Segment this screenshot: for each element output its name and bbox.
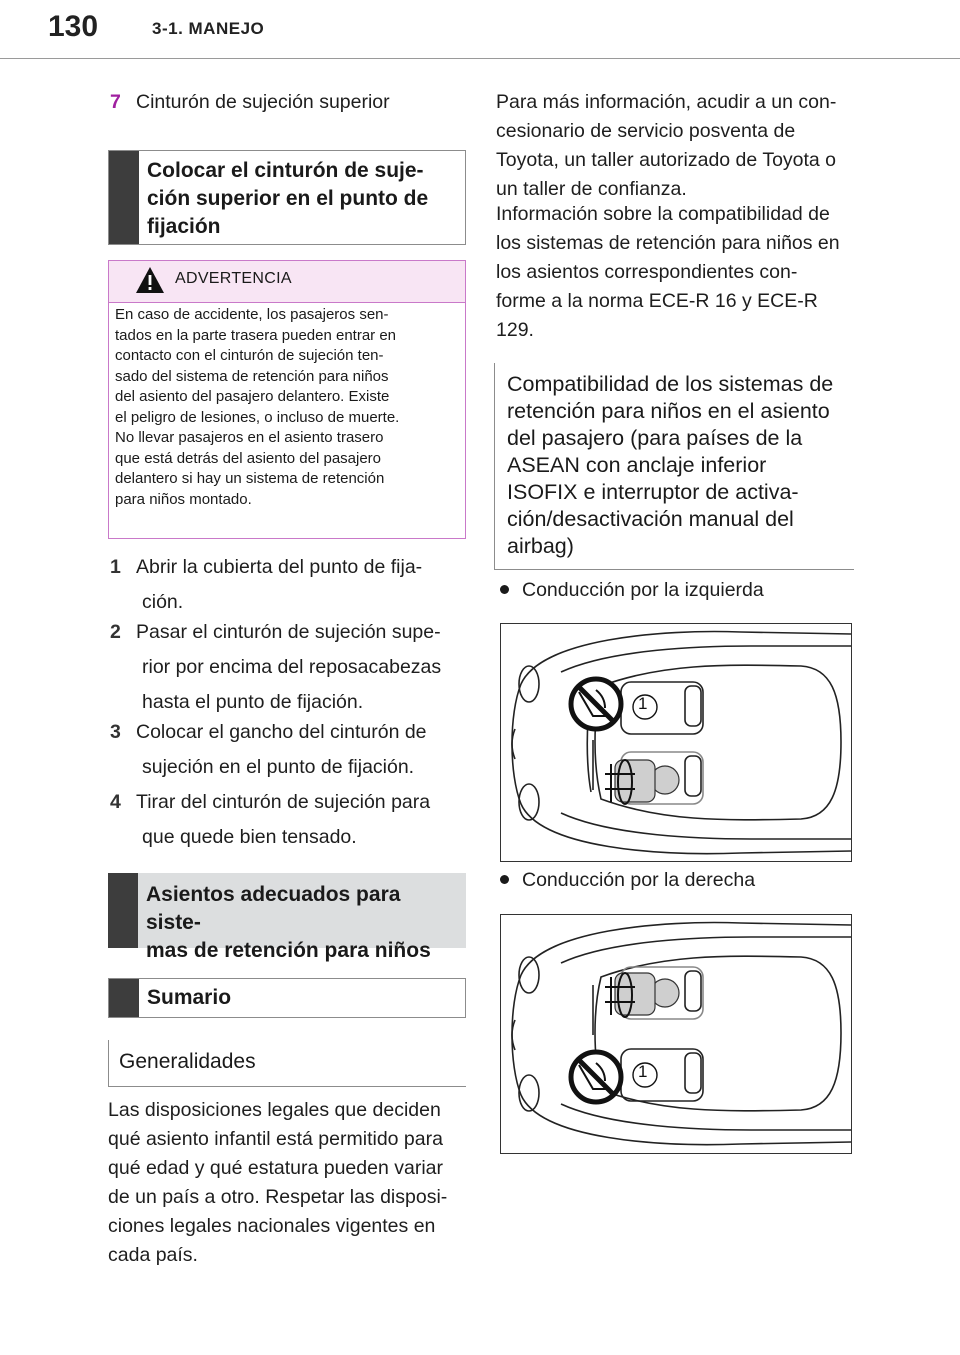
heading-seats-box xyxy=(108,873,466,962)
paragraph-line: qué asiento infantil está permitido para xyxy=(108,1128,443,1150)
paragraph-line: Para más información, acudir a un con- xyxy=(496,91,837,113)
paragraph-line: de un país a otro. Respetar las disposi- xyxy=(108,1186,448,1208)
paragraph-line: ciones legales nacionales vigentes en xyxy=(108,1215,436,1237)
step-text: Tirar del cinturón de sujeción para xyxy=(136,791,431,813)
warning-line: delantero si hay un sistema de retención xyxy=(115,470,385,487)
step-number: 4 xyxy=(110,791,121,813)
warning-line: No llevar pasajeros en el asiento trasero xyxy=(115,429,384,446)
page-number: 130 xyxy=(48,10,99,43)
paragraph-line: los asientos correspondientes con- xyxy=(496,261,798,283)
generalities-text: Generalidades xyxy=(119,1050,256,1073)
item-7 xyxy=(110,88,390,117)
step-number: 1 xyxy=(110,556,121,578)
heading-anchor-box xyxy=(108,150,466,245)
section-title: 3-1. MANEJO xyxy=(152,19,265,38)
warning-line: contacto con el cinturón de sujeción ten- xyxy=(115,347,384,364)
compat-info-paragraph xyxy=(496,200,840,345)
heading-line: airbag) xyxy=(507,534,574,558)
warning-line: del asiento del pasajero delantero. Existe xyxy=(115,388,390,405)
paragraph-line: cada país. xyxy=(108,1244,198,1266)
step-2 xyxy=(110,615,441,720)
step-number: 3 xyxy=(110,721,121,743)
compat-heading xyxy=(494,363,854,570)
step-text: Abrir la cubierta del punto de fija- xyxy=(136,556,423,578)
no-child-seat-icon xyxy=(571,1052,621,1102)
warning-text xyxy=(115,305,457,510)
warning-line: En caso de accidente, los pasajeros sen- xyxy=(115,306,389,323)
paragraph-line: Información sobre la compatibilidad de xyxy=(496,203,830,225)
bullet-icon xyxy=(500,585,509,594)
heading-line: ISOFIX e interruptor de activa- xyxy=(507,480,799,504)
heading-anchor-text: Colocar el cinturón de suje- ción superior en el punto de fijación xyxy=(147,159,429,238)
step-3 xyxy=(110,715,427,785)
bullet-text: Conducción por la derecha xyxy=(522,869,756,891)
paragraph-line: 129. xyxy=(496,319,534,341)
header-divider xyxy=(0,58,960,59)
heading-line: retención para niños en el asiento xyxy=(507,399,830,423)
diagram-left-hand-drive xyxy=(500,623,852,862)
heading-line: ción/desactivación manual del xyxy=(507,507,794,531)
bullet-text: Conducción por la izquierda xyxy=(522,579,764,601)
item-7-label: Cinturón de sujeción superior xyxy=(136,91,390,113)
compat-heading-text xyxy=(507,371,833,560)
paragraph-line: los sistemas de retención para niños en xyxy=(496,232,840,254)
step-text: Pasar el cinturón de sujeción supe- xyxy=(136,621,441,643)
callout-label: 1 xyxy=(638,694,648,713)
paragraph-line: un taller de confianza. xyxy=(496,178,687,200)
step-text: Colocar el gancho del cinturón de xyxy=(136,721,427,743)
item-7-number: 7 xyxy=(110,91,121,113)
heading-seats-text: Asientos adecuados para siste- mas de retención para niños xyxy=(146,883,431,962)
heading-summary-box xyxy=(108,978,466,1018)
bullet-right-hand-drive xyxy=(500,866,755,895)
warning-triangle-icon xyxy=(135,265,165,295)
heading-line: del pasajero (para países de la xyxy=(507,426,803,450)
step-4 xyxy=(110,785,430,855)
car-top-view-illustration xyxy=(501,915,851,1153)
warning-line: el peligro de lesiones, o incluso de muerte. xyxy=(115,408,400,426)
heading-line: Compatibilidad de los sistemas de xyxy=(507,372,834,396)
car-top-view-illustration xyxy=(501,624,851,861)
paragraph-line: Las disposiciones legales que deciden xyxy=(108,1099,441,1121)
step-text: sujeción en el punto de fijación. xyxy=(142,756,415,778)
warning-line: sado del sistema de retención para niños xyxy=(115,367,389,385)
paragraph-line: cesionario de servicio posventa de xyxy=(496,120,796,142)
warning-line: tados en la parte trasera pueden entrar en xyxy=(115,326,397,344)
warning-line: para niños montado. xyxy=(115,490,252,508)
heading-bar xyxy=(108,873,138,948)
bullet-left-hand-drive xyxy=(500,576,764,605)
info-paragraph xyxy=(496,88,836,204)
warning-box xyxy=(108,260,466,539)
diagram-right-hand-drive xyxy=(500,914,852,1154)
no-child-seat-icon xyxy=(571,679,621,729)
paragraph-line: Toyota, un taller autorizado de Toyota o xyxy=(496,149,837,171)
step-text: que quede bien tensado. xyxy=(142,826,357,848)
paragraph-line: forme a la norma ECE-R 16 y ECE-R xyxy=(496,290,818,312)
heading-line: ASEAN con anclaje inferior xyxy=(507,453,767,477)
step-text: ción. xyxy=(142,591,184,613)
warning-title: ADVERTENCIA xyxy=(175,270,292,287)
step-1 xyxy=(110,550,422,620)
warning-line: que está detrás del asiento del pasajero xyxy=(115,449,382,467)
generalities-heading xyxy=(108,1040,466,1087)
heading-bar xyxy=(109,979,139,1017)
callout-label: 1 xyxy=(638,1062,648,1081)
legal-paragraph xyxy=(108,1096,447,1270)
heading-bar xyxy=(109,151,139,244)
step-number: 2 xyxy=(110,621,121,643)
paragraph-line: qué edad y qué estatura pueden variar xyxy=(108,1157,443,1179)
warning-header xyxy=(109,261,465,303)
step-text: rior por encima del reposacabezas xyxy=(142,656,442,678)
bullet-icon xyxy=(500,875,509,884)
step-text: hasta el punto de fijación. xyxy=(142,691,364,713)
heading-summary-text: Sumario xyxy=(147,986,232,1009)
